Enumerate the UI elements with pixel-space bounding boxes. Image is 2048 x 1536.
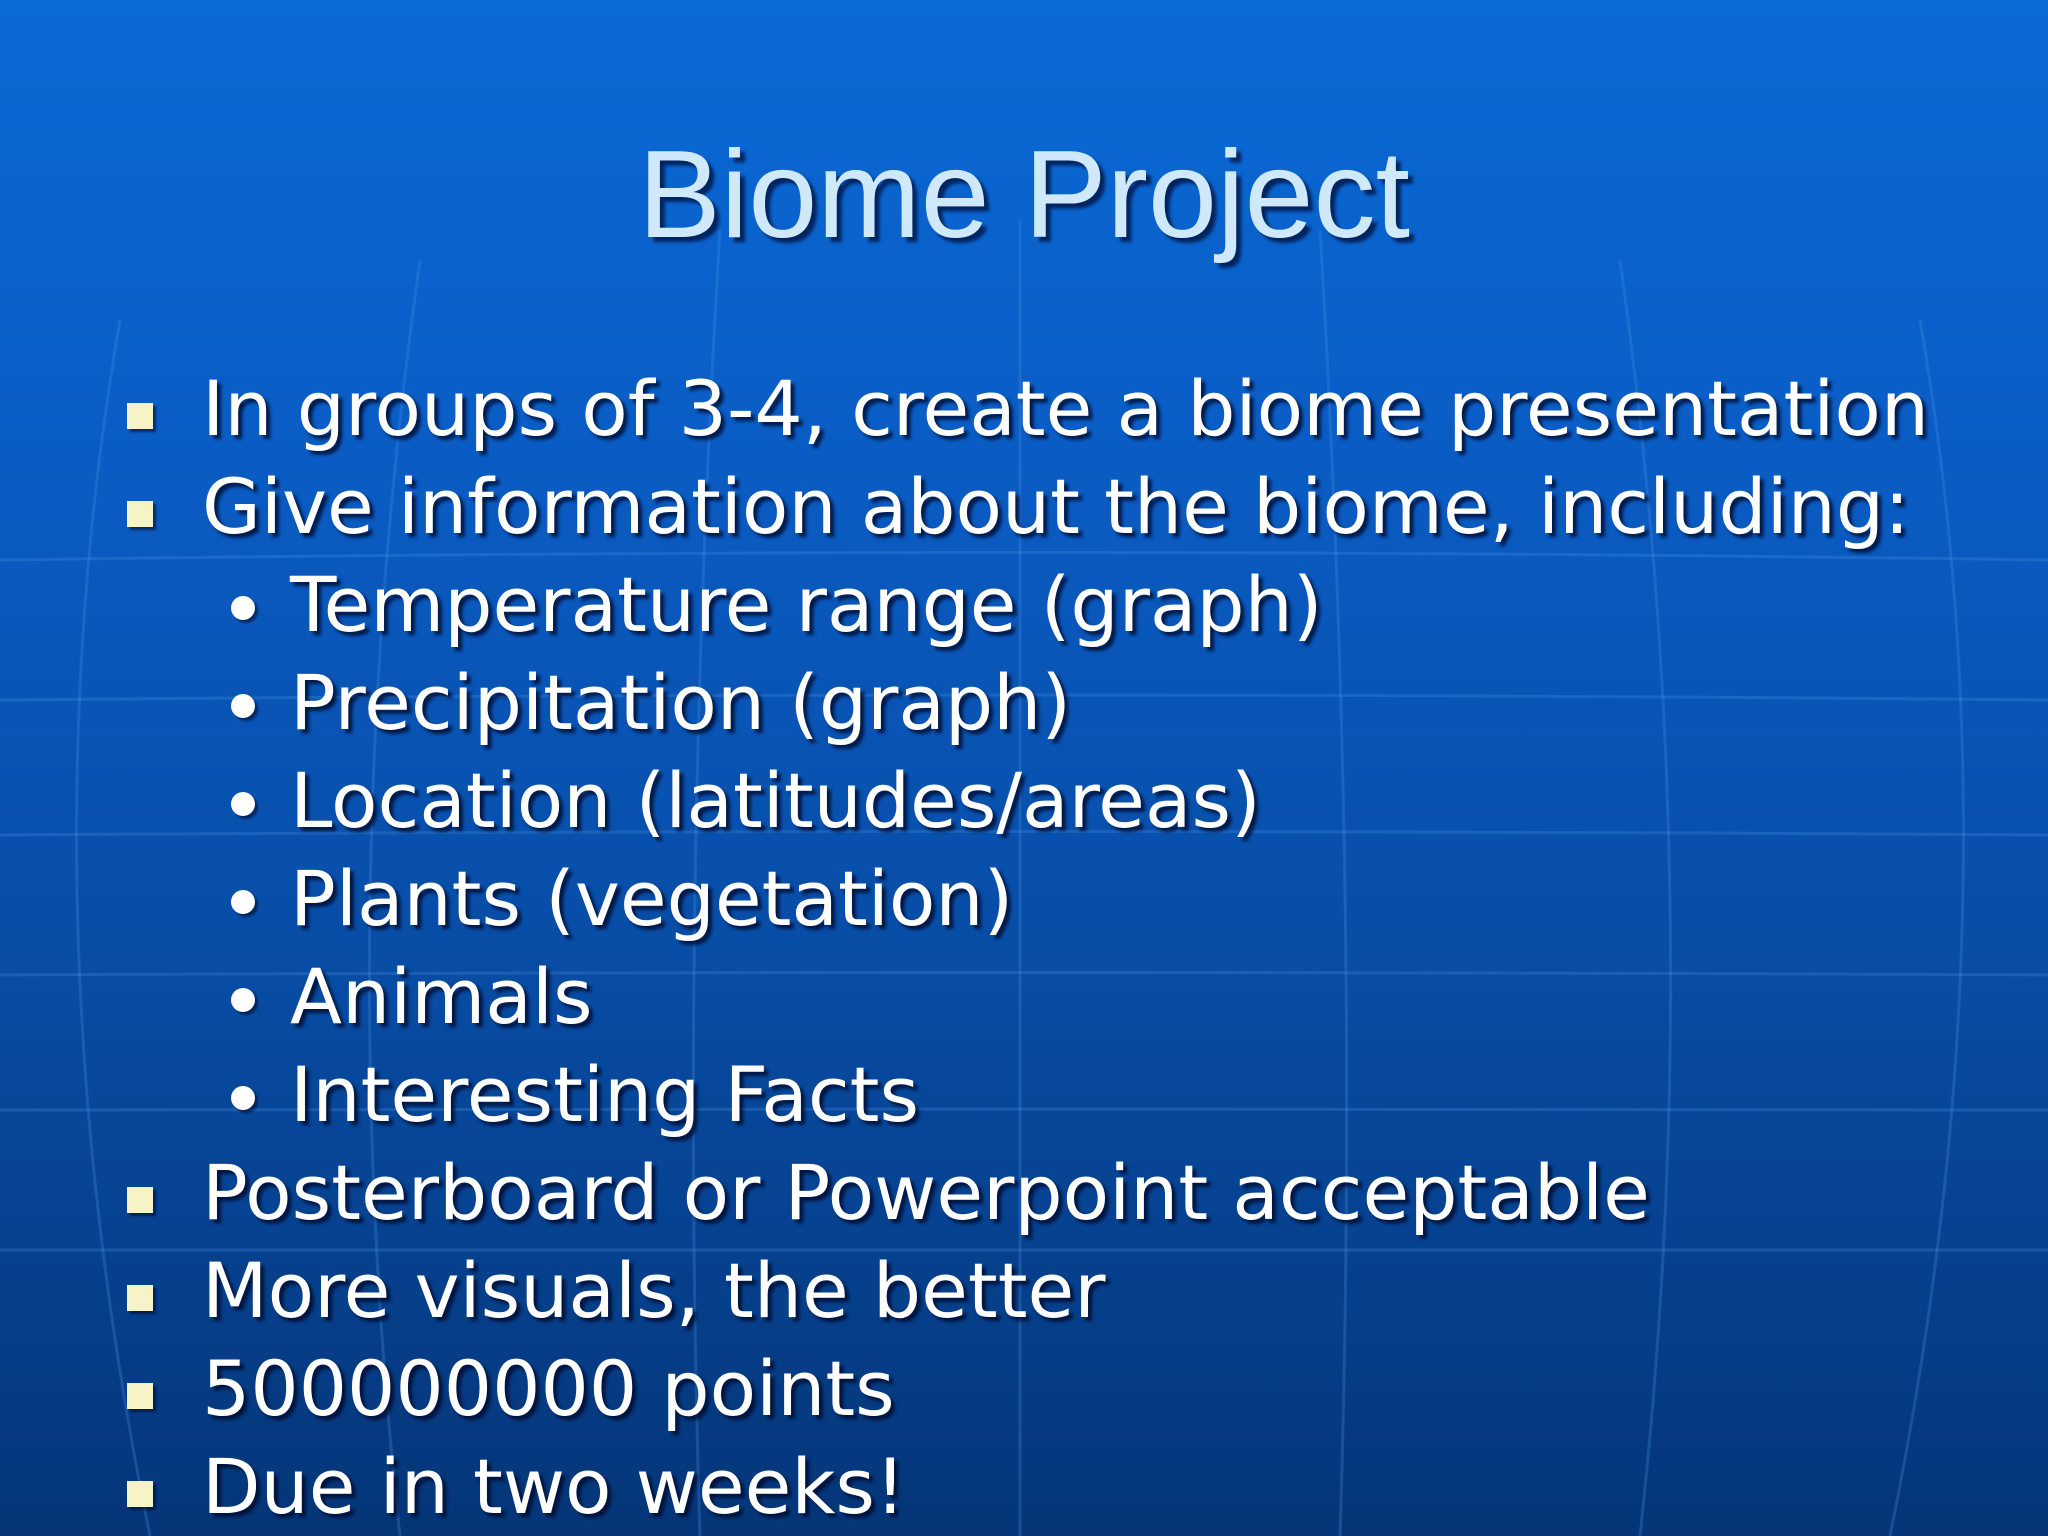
square-bullet-icon — [127, 501, 153, 527]
sub-bullet-text: Temperature range (graph) — [290, 560, 1323, 649]
square-bullet-icon — [127, 1481, 153, 1507]
bullet-text: Due in two weeks! — [202, 1442, 906, 1531]
list-item — [0, 1438, 2048, 1536]
sub-list-item — [0, 1046, 2048, 1144]
dot-bullet-icon — [231, 890, 255, 914]
sub-bullet-text: Location (latitudes/areas) — [290, 756, 1261, 845]
sub-bullet-text: Plants (vegetation) — [290, 854, 1014, 943]
square-bullet-icon — [127, 1383, 153, 1409]
sub-bullet-text: Animals — [290, 952, 593, 1041]
list-item — [0, 360, 2048, 458]
list-item — [0, 1144, 2048, 1242]
sub-list-item — [0, 654, 2048, 752]
list-item — [0, 458, 2048, 556]
sub-bullet-text: Interesting Facts — [290, 1050, 920, 1139]
dot-bullet-icon — [231, 1086, 255, 1110]
slide-title: Biome Project — [638, 126, 1410, 264]
bullet-text: More visuals, the better — [202, 1246, 1106, 1335]
dot-bullet-icon — [231, 596, 255, 620]
sub-list-item — [0, 752, 2048, 850]
sub-list-item — [0, 850, 2048, 948]
square-bullet-icon — [127, 403, 153, 429]
bullet-text: Give information about the biome, including: — [202, 462, 1910, 551]
bullet-text: In groups of 3-4, create a biome presentation — [202, 364, 1930, 453]
square-bullet-icon — [127, 1285, 153, 1311]
list-item — [0, 1242, 2048, 1340]
list-item — [0, 1340, 2048, 1438]
square-bullet-icon — [127, 1187, 153, 1213]
bullet-text: Posterboard or Powerpoint acceptable — [202, 1148, 1650, 1237]
dot-bullet-icon — [231, 792, 255, 816]
dot-bullet-icon — [231, 694, 255, 718]
bullet-list — [0, 360, 2048, 1536]
dot-bullet-icon — [231, 988, 255, 1012]
bullet-text: 500000000 points — [202, 1344, 895, 1433]
sub-list-item — [0, 948, 2048, 1046]
sub-bullet-text: Precipitation (graph) — [290, 658, 1071, 747]
sub-list-item — [0, 556, 2048, 654]
